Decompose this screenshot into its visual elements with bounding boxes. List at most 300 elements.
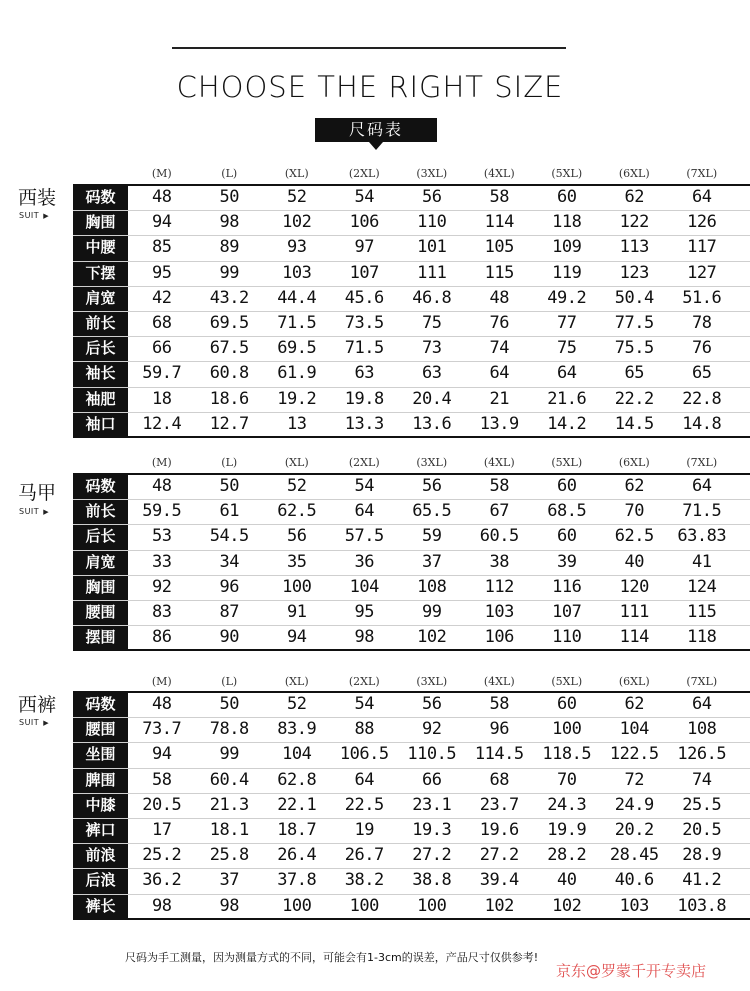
table-cell: 107 — [552, 602, 582, 622]
table-cell: 75 — [422, 313, 442, 333]
row-label: 前长 — [85, 314, 116, 332]
row-label: 码数 — [85, 188, 116, 206]
top-divider — [172, 47, 566, 49]
size-label: (7XL) — [686, 456, 718, 469]
table-cell: 98 — [152, 895, 172, 916]
table-cell: 107 — [349, 262, 379, 283]
table-cell: 64 — [354, 769, 374, 790]
table-cell: 50.4 — [614, 287, 654, 308]
table-cell: 43.2 — [209, 287, 249, 308]
size-label: (4XL) — [483, 456, 515, 469]
size-chart-badge: 尺码表 — [315, 118, 437, 142]
table-cell: 118 — [687, 627, 717, 648]
table-cell: 102 — [484, 895, 514, 916]
table-cell: 61 — [219, 501, 239, 522]
section-title: 西装 — [18, 187, 57, 209]
table-cell: 120 — [619, 576, 649, 597]
table-cell: 19.2 — [277, 388, 317, 409]
table-cell: 59.7 — [142, 363, 182, 384]
size-label: (7XL) — [686, 675, 718, 688]
table-cell: 59 — [422, 526, 442, 547]
table-row — [73, 524, 750, 550]
table-cell: 25.5 — [682, 794, 722, 815]
table-cell: 124 — [687, 576, 717, 597]
table-cell: 36.2 — [142, 870, 182, 891]
row-label: 脾围 — [85, 770, 116, 789]
row-label: 腰围 — [85, 720, 116, 739]
row-label: 袖口 — [85, 414, 116, 433]
table-cell: 28.45 — [609, 845, 659, 866]
table-cell: 111 — [417, 262, 447, 283]
table-cell: 106.5 — [339, 744, 389, 765]
table-cell: 86 — [152, 627, 172, 648]
row-label: 肩宽 — [85, 552, 116, 571]
table-cell: 108 — [687, 719, 717, 740]
table-cell: 42 — [152, 287, 172, 308]
play-arrow-icon: ▶ — [43, 212, 50, 220]
table-cell: 50 — [219, 476, 239, 496]
table-cell: 76 — [489, 313, 509, 333]
table-cell: 19.6 — [479, 820, 519, 840]
table-cell: 104 — [619, 719, 649, 740]
row-label: 后长 — [85, 339, 116, 358]
table-row — [73, 361, 750, 387]
table-cell: 62.5 — [277, 501, 317, 522]
size-label: (5XL) — [551, 167, 583, 180]
row-label: 中腰 — [85, 238, 116, 257]
table-cell: 71.5 — [277, 313, 317, 333]
size-label: (2XL) — [348, 167, 380, 180]
row-label: 下摆 — [85, 263, 116, 282]
table-cell: 103 — [484, 602, 514, 622]
table-row — [73, 261, 750, 287]
table-cell: 13.6 — [412, 413, 452, 434]
table-cell: 83 — [152, 602, 172, 622]
table-cell: 60 — [557, 526, 577, 547]
table-row — [73, 499, 750, 525]
table-cell: 118 — [552, 212, 582, 233]
table-cell: 73.7 — [142, 719, 182, 740]
table-cell: 68 — [489, 769, 509, 790]
table-cell: 22.1 — [277, 794, 317, 815]
table-cell: 35 — [287, 551, 307, 572]
table-cell: 20.5 — [142, 794, 182, 815]
table-cell: 100 — [552, 719, 582, 740]
table-cell: 110 — [552, 627, 582, 648]
table-cell: 75.5 — [614, 338, 654, 359]
section-subtitle — [19, 507, 49, 516]
table-cell: 68 — [152, 313, 172, 333]
table-cell: 75 — [557, 338, 577, 359]
row-label: 后长 — [85, 527, 116, 546]
row-label: 肩宽 — [85, 288, 116, 307]
table-cell: 14.2 — [547, 413, 587, 434]
table-row — [73, 311, 750, 337]
row-label: 胸围 — [85, 577, 116, 596]
table-cell: 87 — [219, 602, 239, 622]
table-row — [73, 843, 750, 869]
table-cell: 64 — [489, 363, 509, 384]
table-cell: 27.2 — [412, 845, 452, 866]
size-label: (XL) — [284, 675, 309, 688]
table-cell: 28.2 — [547, 845, 587, 866]
table-cell: 24.3 — [547, 794, 587, 815]
table-cell: 65 — [692, 363, 712, 384]
section-subtitle-text: SUIT — [19, 507, 40, 516]
table-cell: 112 — [484, 576, 514, 597]
size-header-row — [128, 453, 750, 473]
table-cell: 126 — [687, 212, 717, 233]
table-cell: 76 — [692, 338, 712, 359]
table-cell: 46.8 — [412, 287, 452, 308]
table-cell: 65 — [624, 363, 644, 384]
table-cell: 102 — [282, 212, 312, 233]
table-cell: 21 — [489, 388, 509, 409]
size-header-row — [128, 164, 750, 184]
table-row — [73, 868, 750, 894]
table-cell: 60.5 — [479, 526, 519, 547]
table-row — [73, 818, 750, 844]
size-label: (3XL) — [416, 675, 448, 688]
table-row — [73, 575, 750, 601]
table-cell: 38 — [489, 551, 509, 572]
table-cell: 102 — [552, 895, 582, 916]
row-label: 摆围 — [85, 628, 116, 647]
table-cell: 21.3 — [209, 794, 249, 815]
table-cell: 95 — [354, 602, 374, 622]
size-label: (XL) — [284, 167, 309, 180]
table-cell: 14.5 — [614, 413, 654, 434]
table-cell: 54 — [354, 187, 374, 207]
table-cell: 52 — [287, 694, 307, 714]
table-cell: 38.2 — [344, 870, 384, 891]
table-cell: 65.5 — [412, 501, 452, 522]
table-cell: 60.4 — [209, 769, 249, 790]
table-cell: 100 — [282, 895, 312, 916]
table-cell: 118.5 — [542, 744, 592, 765]
table-cell: 62.5 — [614, 526, 654, 547]
table-cell: 66 — [152, 338, 172, 359]
row-label: 后浪 — [85, 871, 116, 890]
table-cell: 122 — [619, 212, 649, 233]
table-row — [73, 717, 750, 743]
table-cell: 54 — [354, 694, 374, 714]
table-cell: 89 — [219, 237, 239, 258]
table-row — [73, 742, 750, 768]
table-cell: 71.5 — [344, 338, 384, 359]
table-cell: 108 — [417, 576, 447, 597]
row-label: 中膝 — [85, 795, 116, 814]
table-cell: 52 — [287, 476, 307, 496]
table-cell: 33 — [152, 551, 172, 572]
table-cell: 28.9 — [682, 845, 722, 866]
table-cell: 40.6 — [614, 870, 654, 891]
size-table — [73, 474, 750, 650]
size-label: (5XL) — [551, 675, 583, 688]
table-cell: 54.5 — [209, 526, 249, 547]
table-cell: 63 — [354, 363, 374, 384]
table-cell: 62 — [624, 694, 644, 714]
table-cell: 40 — [624, 551, 644, 572]
measurement-note: 尺码为手工测量，因为测量方式的不同，可能会有1-3cm的误差，产品尺寸仅供参考! — [125, 951, 539, 964]
table-cell: 92 — [152, 576, 172, 597]
table-cell: 51.6 — [682, 287, 722, 308]
table-row — [73, 412, 750, 437]
table-cell: 83.9 — [277, 719, 317, 740]
table-cell: 22.8 — [682, 388, 722, 409]
row-label: 坐围 — [85, 745, 116, 764]
table-cell: 96 — [489, 719, 509, 740]
table-cell: 103 — [282, 262, 312, 283]
row-label: 前浪 — [85, 846, 116, 865]
table-cell: 20.2 — [614, 820, 654, 840]
table-cell: 41 — [692, 551, 712, 572]
table-row — [73, 286, 750, 312]
table-bottom-border — [73, 436, 750, 438]
size-label: (5XL) — [551, 456, 583, 469]
table-cell: 114 — [484, 212, 514, 233]
table-cell: 92 — [422, 719, 442, 740]
table-cell: 20.5 — [682, 820, 722, 840]
table-cell: 104 — [282, 744, 312, 765]
table-row — [73, 336, 750, 362]
table-cell: 41.2 — [682, 870, 722, 891]
table-cell: 14.8 — [682, 413, 722, 434]
table-cell: 115 — [484, 262, 514, 283]
table-cell: 19.3 — [412, 820, 452, 840]
size-label: (M) — [151, 167, 172, 180]
row-label: 码数 — [85, 477, 116, 495]
table-cell: 45.6 — [344, 287, 384, 308]
table-cell: 98 — [354, 627, 374, 648]
size-table — [73, 185, 750, 437]
table-cell: 85 — [152, 237, 172, 258]
table-cell: 123 — [619, 262, 649, 283]
table-cell: 26.4 — [277, 845, 317, 866]
table-cell: 59.5 — [142, 501, 182, 522]
table-cell: 116 — [552, 576, 582, 597]
table-cell: 62.8 — [277, 769, 317, 790]
table-cell: 98 — [219, 895, 239, 916]
table-cell: 37 — [219, 870, 239, 891]
table-cell: 94 — [152, 212, 172, 233]
table-cell: 20.4 — [412, 388, 452, 409]
table-cell: 13.9 — [479, 413, 519, 434]
table-cell: 102 — [417, 627, 447, 648]
size-label: (L) — [221, 167, 238, 180]
table-cell: 37.8 — [277, 870, 317, 891]
table-cell: 60 — [557, 694, 577, 714]
table-cell: 22.2 — [614, 388, 654, 409]
table-cell: 94 — [287, 627, 307, 648]
table-cell: 19 — [354, 820, 374, 840]
table-cell: 57.5 — [344, 526, 384, 547]
table-cell: 127 — [687, 262, 717, 283]
table-cell: 100 — [349, 895, 379, 916]
table-cell: 96 — [219, 576, 239, 597]
store-watermark: 京东@罗蒙千开专卖店 — [556, 962, 707, 980]
table-cell: 88 — [354, 719, 374, 740]
table-cell: 115 — [687, 602, 717, 622]
size-label: (6XL) — [618, 167, 650, 180]
size-label: (3XL) — [416, 167, 448, 180]
table-cell: 110.5 — [407, 744, 457, 765]
table-cell: 58 — [489, 187, 509, 207]
table-cell: 114.5 — [474, 744, 524, 765]
table-cell: 19.8 — [344, 388, 384, 409]
table-cell: 38.8 — [412, 870, 452, 891]
badge-pointer-icon — [369, 142, 383, 150]
table-row — [73, 235, 750, 261]
table-cell: 53 — [152, 526, 172, 547]
size-label: (XL) — [284, 456, 309, 469]
table-cell: 26.7 — [344, 845, 384, 866]
table-row — [73, 625, 750, 650]
table-cell: 23.7 — [479, 794, 519, 815]
table-cell: 18.6 — [209, 388, 249, 409]
table-cell: 34 — [219, 551, 239, 572]
table-cell: 58 — [489, 476, 509, 496]
table-cell: 64 — [692, 694, 712, 714]
table-cell: 111 — [619, 602, 649, 622]
table-cell: 40 — [557, 870, 577, 891]
section-title: 马甲 — [18, 482, 57, 504]
table-cell: 64 — [692, 476, 712, 496]
table-cell: 77.5 — [614, 313, 654, 333]
table-cell: 94 — [152, 744, 172, 765]
table-cell: 56 — [422, 476, 442, 496]
table-cell: 50 — [219, 694, 239, 714]
table-cell: 62 — [624, 476, 644, 496]
table-cell: 90 — [219, 627, 239, 648]
table-cell: 93 — [287, 237, 307, 258]
table-cell: 37 — [422, 551, 442, 572]
table-cell: 63.83 — [677, 526, 727, 547]
table-cell: 98 — [219, 212, 239, 233]
table-cell: 66 — [422, 769, 442, 790]
size-label: (6XL) — [618, 456, 650, 469]
table-cell: 50 — [219, 187, 239, 207]
size-label: (6XL) — [618, 675, 650, 688]
table-cell: 49.2 — [547, 287, 587, 308]
section-title: 西裤 — [18, 694, 57, 716]
table-cell: 18 — [152, 388, 172, 409]
table-cell: 73 — [422, 338, 442, 359]
table-cell: 122.5 — [609, 744, 659, 765]
size-label: (2XL) — [348, 456, 380, 469]
table-cell: 68.5 — [547, 501, 587, 522]
table-cell: 61.9 — [277, 363, 317, 384]
table-cell: 67.5 — [209, 338, 249, 359]
table-cell: 113 — [619, 237, 649, 258]
table-cell: 109 — [552, 237, 582, 258]
table-row — [73, 768, 750, 794]
table-cell: 69.5 — [277, 338, 317, 359]
row-label: 袖长 — [85, 364, 116, 383]
table-cell: 24.9 — [614, 794, 654, 815]
table-cell: 91 — [287, 602, 307, 622]
table-cell: 99 — [422, 602, 442, 622]
table-cell: 63 — [422, 363, 442, 384]
table-cell: 12.4 — [142, 413, 182, 434]
table-cell: 48 — [152, 476, 172, 496]
size-label: (4XL) — [483, 167, 515, 180]
table-row — [73, 692, 750, 718]
table-cell: 74 — [489, 338, 509, 359]
section-subtitle — [19, 211, 49, 220]
table-row — [73, 387, 750, 413]
table-cell: 36 — [354, 551, 374, 572]
table-cell: 126.5 — [677, 744, 727, 765]
table-cell: 119 — [552, 262, 582, 283]
size-label: (M) — [151, 675, 172, 688]
table-cell: 106 — [484, 627, 514, 648]
table-cell: 23.1 — [412, 794, 452, 815]
table-cell: 70 — [557, 769, 577, 790]
play-arrow-icon: ▶ — [43, 508, 50, 516]
size-label: (M) — [151, 456, 172, 469]
table-cell: 64 — [557, 363, 577, 384]
table-cell: 71.5 — [682, 501, 722, 522]
table-cell: 39.4 — [479, 870, 519, 891]
table-cell: 52 — [287, 187, 307, 207]
row-label: 胸围 — [85, 213, 116, 232]
table-bottom-border — [73, 649, 750, 651]
table-cell: 22.5 — [344, 794, 384, 815]
section-subtitle — [19, 718, 49, 727]
size-label: (4XL) — [483, 675, 515, 688]
row-label: 袖肥 — [85, 389, 116, 408]
table-cell: 62 — [624, 187, 644, 207]
section-subtitle-text: SUIT — [19, 211, 40, 220]
section-subtitle-text: SUIT — [19, 718, 40, 727]
table-cell: 56 — [422, 694, 442, 714]
table-cell: 12.7 — [209, 413, 249, 434]
table-cell: 48 — [152, 187, 172, 207]
table-cell: 25.2 — [142, 845, 182, 866]
table-cell: 99 — [219, 744, 239, 765]
table-row — [73, 600, 750, 626]
page-title: CHOOSE THE RIGHT SIZE — [176, 70, 564, 104]
table-cell: 100 — [417, 895, 447, 916]
table-cell: 18.7 — [277, 820, 317, 840]
play-arrow-icon: ▶ — [43, 719, 50, 727]
table-cell: 69.5 — [209, 313, 249, 333]
row-label: 前长 — [85, 502, 116, 521]
table-cell: 103.8 — [677, 895, 727, 916]
table-cell: 114 — [619, 627, 649, 648]
table-cell: 60.8 — [209, 363, 249, 384]
table-cell: 95 — [152, 262, 172, 283]
table-cell: 100 — [282, 576, 312, 597]
table-cell: 58 — [152, 769, 172, 790]
table-cell: 54 — [354, 476, 374, 496]
size-label: (2XL) — [348, 675, 380, 688]
row-label: 裤口 — [85, 821, 116, 839]
table-row — [73, 474, 750, 500]
size-header-row — [128, 672, 750, 692]
table-cell: 105 — [484, 237, 514, 258]
table-cell: 117 — [687, 237, 717, 258]
table-cell: 67 — [489, 501, 509, 522]
table-cell: 17 — [152, 820, 172, 840]
size-label: (L) — [221, 675, 238, 688]
row-label: 码数 — [85, 695, 116, 713]
table-cell: 18.1 — [209, 820, 249, 840]
size-label: (7XL) — [686, 167, 718, 180]
size-label: (3XL) — [416, 456, 448, 469]
size-label: (L) — [221, 456, 238, 469]
